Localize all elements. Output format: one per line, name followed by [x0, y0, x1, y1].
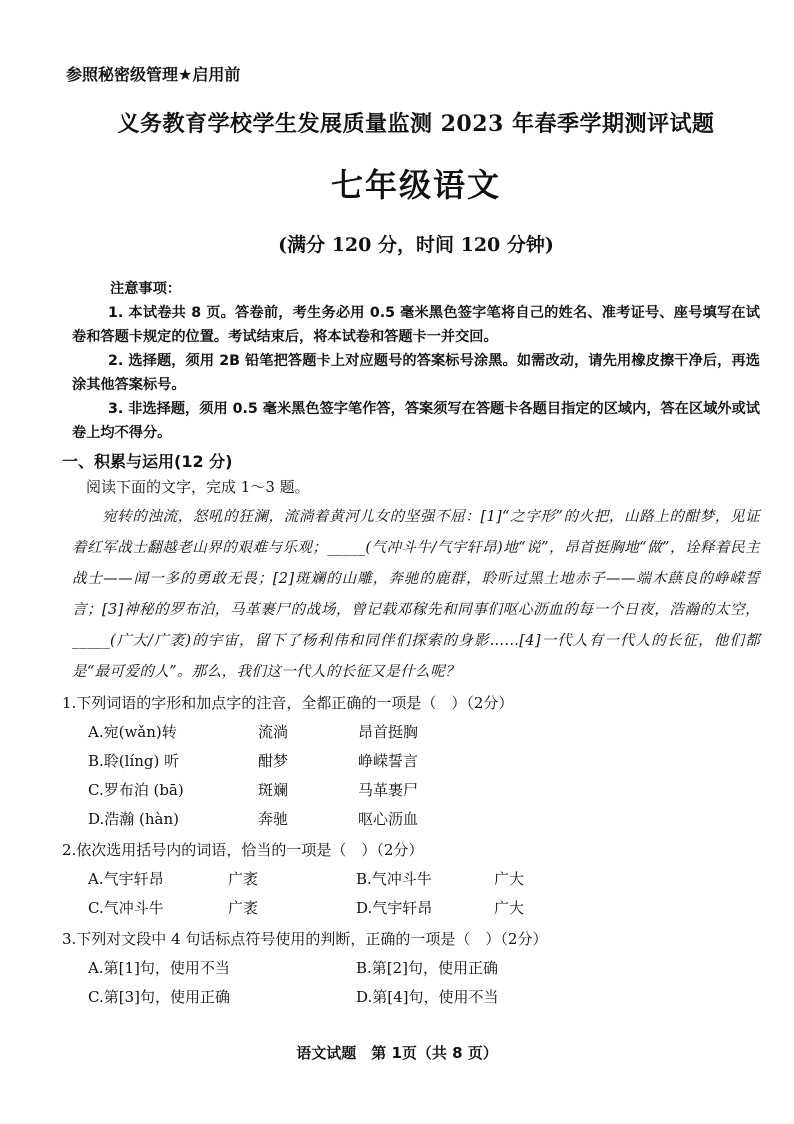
notice-block [72, 277, 760, 445]
option-row [88, 805, 760, 834]
option-a-word-1: A.气宇轩昂 [88, 870, 164, 888]
option-row [72, 954, 760, 983]
notice-heading: 注意事项： [110, 281, 181, 297]
option-d-word-1: D.浩瀚 (hàn) [88, 810, 179, 828]
question-1-stem: 1.下列词语的字形和加点字的注音，全都正确的一项是（ ）（2分） [62, 694, 514, 712]
reading-passage: 宛转的浊流，怒吼的狂澜，流淌着黄河儿女的坚强不屈：[1]“之字形”的火把，山路上的酣梦，见证着红军战士翻越老山界的艰难与乐观；_____(气冲斗牛/气宇轩昂)地“说”，昂首挺胸地“做”，诠释着民主战士——闻一多的勇敢无畏；[2]斑斓的山雕，奔驰的鹿群，聆听过黑土地赤子——端木蕻良的峥嵘誓言；[3]神秘的罗布泊，马革裹尸的战场，曾记载邓稼先和同事们呕心沥血的每一个日夜，浩瀚的太空，_____(广大/广袤)的宇宙，留下了杨利伟和同伴们探索的身影……[4]一代人有一代人的长征，他们都是“最可爱的人”。那么，我们这一代人的长征又是什么呢？ [72, 508, 760, 680]
question-3-stem: 3.下列对文段中 4 句话标点符号使用的判断，正确的一项是（ ）（2分） [62, 930, 548, 948]
question-1-options [72, 718, 760, 834]
option-d-word-2: 奔驰 [258, 810, 289, 828]
option-b-word-3: 峥嵘誓言 [358, 752, 419, 770]
option-row [88, 718, 760, 747]
option-c-word-1: C.罗布泊 (bā) [88, 781, 184, 799]
option-d-word-2: 广大 [494, 899, 525, 917]
option-b-word-1: B.气冲斗牛 [356, 870, 432, 888]
section-title: 一、积累与运用(12 分) [62, 452, 233, 471]
option-row [72, 865, 760, 894]
notice-item-2: 2. 选择题，须用 2B 铅笔把答题卡上对应题号的答案标号涂黑。如需改动，请先用橡皮擦干净后，再选涂其他答案标号。 [72, 353, 760, 393]
notice-item-1: 1. 本试卷共 8 页。答卷前，考生务必用 0.5 毫米黑色签字笔将自己的姓名、准考证号、座号填写在试卷和答题卡规定的位置。考试结束后，将本试卷和答题卡一并交回。 [72, 305, 760, 345]
option-a-word-2: 广袤 [228, 870, 259, 888]
exam-title: 义务教育学校学生发展质量监测 2023 年春季学期测评试题 [117, 111, 715, 137]
option-b: B.第[2]句，使用正确 [356, 959, 499, 977]
question-2-stem: 2.依次选用括号内的词语，恰当的一项是（ ）（2分） [62, 841, 424, 859]
page-footer: 语文试题 第 1页（共 8 页） [296, 1044, 498, 1062]
option-a-word-1: A.宛(wǎn)转 [88, 723, 177, 741]
option-row [72, 894, 760, 923]
option-c-word-1: C.气冲斗牛 [88, 899, 164, 917]
notice-item-3: 3. 非选择题，须用 0.5 毫米黑色签字笔作答，答案须写在答题卡各题目指定的区域内，答在区域外或试卷上均不得分。 [72, 401, 760, 441]
option-c-word-3: 马革裹尸 [358, 781, 419, 799]
option-b-word-2: 酣梦 [258, 752, 289, 770]
option-c: C.第[3]句，使用正确 [88, 988, 230, 1006]
option-b-word-2: 广大 [494, 870, 525, 888]
score-time-info: (满分 120 分，时间 120 分钟) [278, 234, 554, 256]
option-a-word-2: 流淌 [258, 723, 289, 741]
reading-instruction: 阅读下面的文字，完成 1～3 题。 [86, 478, 310, 496]
classification-label: 参照秘密级管理★启用前 [66, 65, 241, 84]
option-d: D.第[4]句，使用不当 [356, 988, 499, 1006]
option-a-word-3: 昂首挺胸 [358, 723, 419, 741]
option-a: A.第[1]句，使用不当 [88, 959, 230, 977]
option-row [88, 776, 760, 805]
option-row [88, 747, 760, 776]
option-row [72, 983, 760, 1012]
option-c-word-2: 斑斓 [258, 781, 289, 799]
option-d-word-1: D.气宇轩昂 [356, 899, 433, 917]
option-c-word-2: 广袤 [228, 899, 259, 917]
option-b-word-1: B.聆(líng) 听 [88, 752, 180, 770]
subject-title: 七年级语文 [330, 166, 501, 204]
option-d-word-3: 呕心沥血 [358, 810, 419, 828]
